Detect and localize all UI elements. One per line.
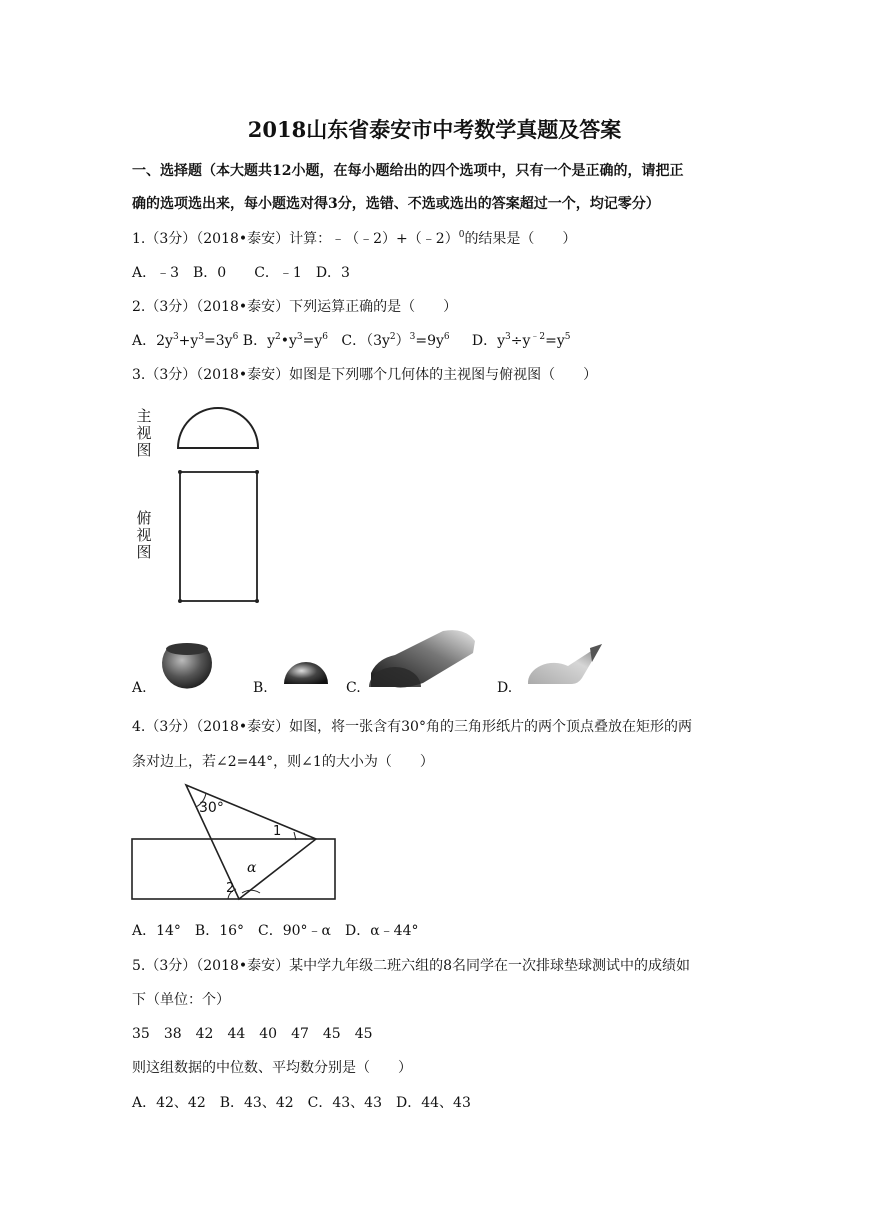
q3-option-b-label: B. <box>253 680 268 696</box>
angle-2-label: 2 <box>226 881 235 896</box>
angle-1-label: 1 <box>273 824 282 839</box>
question-1-stem: 1.（3分）（2018•泰安）计算：﹣（﹣2）+（﹣2）$^0$的结果是（ ） <box>132 230 577 247</box>
section-heading-line-1: 一、选择题（本大题共12小题，在每小题给出的四个选项中，只有一个是正确的，请把正 <box>132 163 684 179</box>
question-5-question: 则这组数据的中位数、平均数分别是（ ） <box>132 1060 412 1076</box>
top-view-label: 俯视图 <box>136 509 152 561</box>
question-4-stem-line-2: 条对边上，若∠2=44°，则∠1的大小为（ ） <box>132 754 434 770</box>
question-2-stem: 2.（3分）（2018•泰安）下列运算正确的是（ ） <box>132 299 458 315</box>
question-5-stem-line-2: 下（单位：个） <box>132 992 230 1008</box>
question-5-options: A．42、42 B．43、42 C．43、43 D．44、43 <box>132 1095 471 1111</box>
question-3-stem: 3.（3分）（2018•泰安）如图是下列哪个几何体的主视图与俯视图（ ） <box>132 367 598 383</box>
page-title: 2018山东省泰安市中考数学真题及答案 <box>247 117 622 142</box>
question-2-option-d: D．$y^3\div y^{﹣2}=y^5$ <box>471 332 571 349</box>
question-1-options: A．﹣3 B．0 C．﹣1 D．3 <box>132 265 350 281</box>
front-view-label: 主视图 <box>136 407 152 459</box>
q3-option-d-label: D. <box>497 680 513 696</box>
q3-option-a-label: A. <box>132 680 147 696</box>
question-4-stem-line-1: 4.（3分）（2018•泰安）如图，将一张含有30°角的三角形纸片的两个顶点叠放在矩形的两 <box>132 719 692 735</box>
question-5-stem-line-1: 5.（3分）（2018•泰安）某中学九年级二班六组的8名同学在一次排球垫球测试中的成绩如 <box>132 958 691 974</box>
q3-option-c-label: C. <box>346 680 361 696</box>
angle-30-label: 30° <box>199 800 224 816</box>
section-heading-line-2: 确的选项选出来，每小题选对得3分，选错、不选或选出的答案超过一个，均记零分） <box>132 196 660 212</box>
question-4-options: A．14° B．16° C．90°﹣α D．α﹣44° <box>132 923 419 939</box>
question-2-option-c: C．$(3y^2)^3=9y^6$ <box>341 332 450 349</box>
question-2-option-b: B．$y^2•y^3=y^6$ <box>242 332 328 349</box>
question-5-scores: 35 38 42 44 40 47 45 45 <box>132 1026 373 1042</box>
angle-alpha-label: α <box>247 860 257 876</box>
question-2-option-a: A．$2y^3+y^3=3y^6$ <box>132 332 239 349</box>
